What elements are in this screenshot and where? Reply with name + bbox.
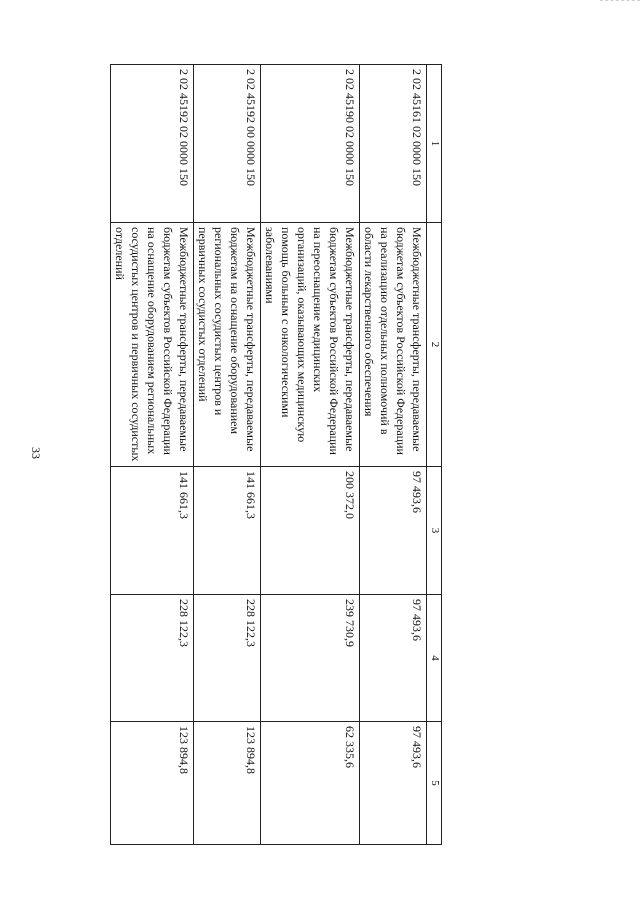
value-col-3-cell: 141 661,3 [111, 467, 194, 595]
table-row [261, 65, 360, 845]
budget-code-cell: 2 02 45192 02 0000 150 [111, 65, 194, 223]
value-col-3-cell: 141 661,3 [194, 467, 261, 595]
budget-code-cell: 2 02 45192 00 0000 150 [194, 65, 261, 223]
value-col-3-cell: 97 493,6 [360, 467, 427, 595]
value-col-3-cell: 200 372,0 [261, 467, 360, 595]
header-col-3: 3 [427, 467, 442, 595]
value-col-4-cell: 228 122,3 [111, 595, 194, 722]
budget-table-container [112, 64, 442, 844]
scan-corner-mark [600, 0, 640, 15]
table-row [111, 65, 194, 845]
header-col-4: 4 [427, 595, 442, 722]
budget-table [110, 64, 442, 845]
value-col-4-cell: 97 493,6 [360, 595, 427, 722]
description-cell: Межбюджетные трансферты, передаваемые бюджетам субъектов Российской Федерации на оснащение оборудованием региональных сосудистых центров и первичных сосудистых отделений [111, 223, 194, 467]
table-row [194, 65, 261, 845]
value-col-5-cell: 123 894,8 [194, 722, 261, 845]
table-header-row [427, 65, 442, 845]
header-col-5: 5 [427, 722, 442, 845]
budget-code-cell: 2 02 45190 02 0000 150 [261, 65, 360, 223]
value-col-5-cell: 62 335,6 [261, 722, 360, 845]
description-cell: Межбюджетные трансферты, передаваемые бюджетам субъектов Российской Федерации на реализацию отдельных полномочий в области лекарственного обеспечения [360, 223, 427, 467]
value-col-4-cell: 228 122,3 [194, 595, 261, 722]
value-col-4-cell: 239 730,9 [261, 595, 360, 722]
page-number: 33 [29, 447, 43, 459]
description-cell: Межбюджетные трансферты, передаваемые бюджетам на оснащение оборудованием региональных сосудистых центров и первичных сосудистых отделений [194, 223, 261, 467]
table-row [360, 65, 427, 845]
value-col-5-cell: 97 493,6 [360, 722, 427, 845]
value-col-5-cell: 123 894,8 [111, 722, 194, 845]
header-col-1: 1 [427, 65, 442, 223]
description-cell: Межбюджетные трансферты, передаваемые бюджетам субъектов Российской Федерации на переоснащение медицинских организаций, оказывающих медицинскую помощь больным с онкологическими заболеваниями [261, 223, 360, 467]
header-col-2: 2 [427, 223, 442, 467]
budget-code-cell: 2 02 45161 02 0000 150 [360, 65, 427, 223]
